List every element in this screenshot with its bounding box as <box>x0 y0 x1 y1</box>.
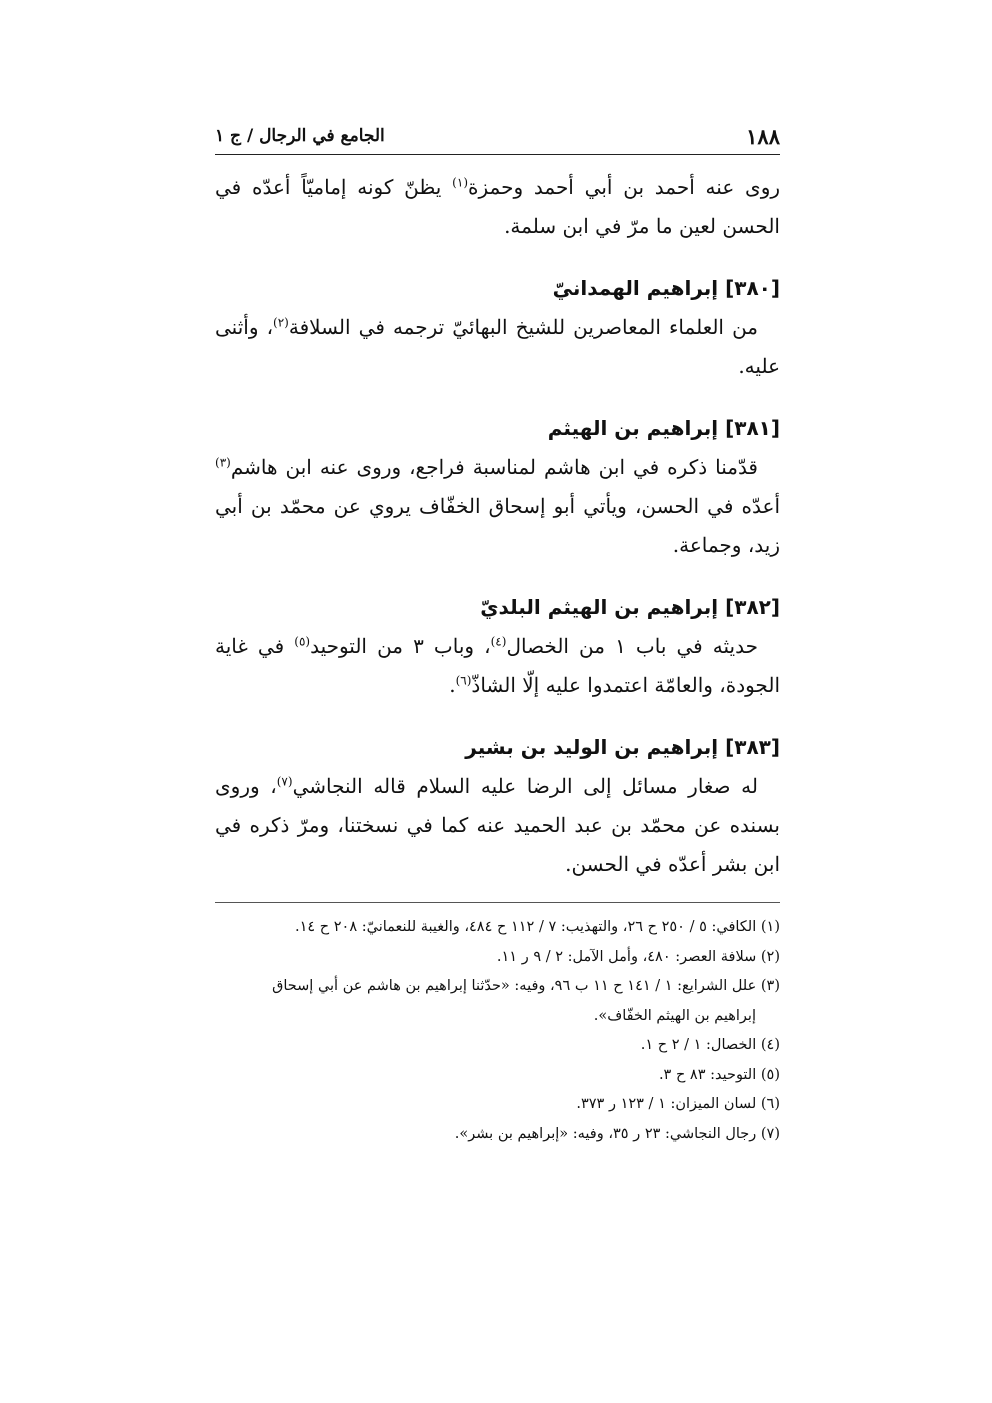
footnote-7: (٧) رجال النجاشي: ٢٣ ر ٣٥، وفيه: «إبراهيم بن بشر». <box>454 1125 780 1142</box>
entry-text: في غاية الجودة، والعامّة اعتمدوا عليه إلّا الشاذّ <box>215 634 780 697</box>
entry-text: له صغار مسائل إلى الرضا عليه السلام قاله النجاشي <box>292 774 758 798</box>
intro-text-cont: يظنّ كونه إماميّاً أعدّه في الحسن لعين ما مرّ في ابن سلمة. <box>215 175 780 238</box>
footnote-ref[interactable]: (٦) <box>455 673 472 688</box>
entry-body-381 <box>215 448 780 565</box>
page-number: ١٨٨ <box>746 123 780 149</box>
entry-body-383 <box>215 767 780 884</box>
footnote-3: (٣) علل الشرايع: ١ / ١٤١ ح ١١ ب ٩٦، وفيه: «حدّثنا إبراهيم بن هاشم عن أبي إسحاق <box>272 978 780 994</box>
footnote-5: (٥) التوحيد: ٨٣ ح ٣. <box>658 1066 780 1083</box>
footnote-6: (٦) لسان الميزان: ١ / ١٢٣ ر ٣٧٣. <box>576 1096 780 1112</box>
footnote-ref[interactable]: (٥) <box>294 634 311 649</box>
entry-body-382 <box>215 627 780 705</box>
entry-text: حديثه في باب ١ من الخصال <box>506 634 758 658</box>
footnotes <box>215 913 780 1149</box>
footnote-divider <box>215 902 780 903</box>
entry-text: ، وروى بسنده عن محمّد بن عبد الحميد عنه كما في نسختنا، ومرّ ذكره في ابن بشر أعدّه في الحسن. <box>215 774 780 876</box>
entry-title-382: [٣٨٢] إبراهيم بن الهيثم البلديّ <box>480 595 780 619</box>
footnote-3-continued: إبراهيم بن الهيثم الخفّاف». <box>593 1007 756 1024</box>
footnote-2: (٢) سلافة العصر: ٤٨٠، وأمل الآمل: ٢ / ٩ ر ١١. <box>496 948 780 965</box>
page-header <box>215 118 780 155</box>
footnote-ref[interactable]: (٧) <box>276 774 293 789</box>
entry-text: قدّمنا ذكره في ابن هاشم لمناسبة فراجع، وروى عنه ابن هاشم <box>230 455 758 479</box>
footnote-4: (٤) الخصال: ١ / ٢ ح ١. <box>640 1037 780 1053</box>
entry-body-380 <box>215 308 780 386</box>
footnote-ref[interactable]: (٤) <box>490 634 507 649</box>
footnote-1: (١) الكافي: ٥ / ٢٥٠ ح ٢٦، والتهذيب: ٧ / ١١٢ ح ٤٨٤، والغيبة للنعمانيّ: ٢٠٨ ح ١٤. <box>295 919 780 935</box>
entry-text: . <box>449 673 456 697</box>
intro-text: روى عنه أحمد بن أبي أحمد وحمزة <box>468 175 781 199</box>
entry-title-383: [٣٨٣] إبراهيم بن الوليد بن بشير <box>465 735 780 759</box>
entry-title-380: [٣٨٠] إبراهيم الهمدانيّ <box>552 276 780 300</box>
entry-title-381: [٣٨١] إبراهيم بن الهيثم <box>547 416 780 440</box>
entry-text: أعدّه في الحسن، ويأتي أبو إسحاق الخفّاف يروي عن محمّد بن أبي زيد، وجماعة. <box>215 494 780 557</box>
footnote-ref[interactable]: (٣) <box>215 455 231 470</box>
footnote-ref[interactable]: (١) <box>452 175 468 190</box>
entry-text: ، وباب ٣ من التوحيد <box>310 634 491 658</box>
intro-paragraph <box>215 168 780 246</box>
footnote-ref[interactable]: (٢) <box>273 315 289 330</box>
main-text <box>215 168 780 1149</box>
entry-text: من العلماء المعاصرين للشيخ البهائيّ ترجمه في السلافة <box>288 315 758 339</box>
entry-text: ، وأثنى عليه. <box>215 315 780 378</box>
running-title: الجامع في الرجال / ج ١ <box>215 126 385 146</box>
